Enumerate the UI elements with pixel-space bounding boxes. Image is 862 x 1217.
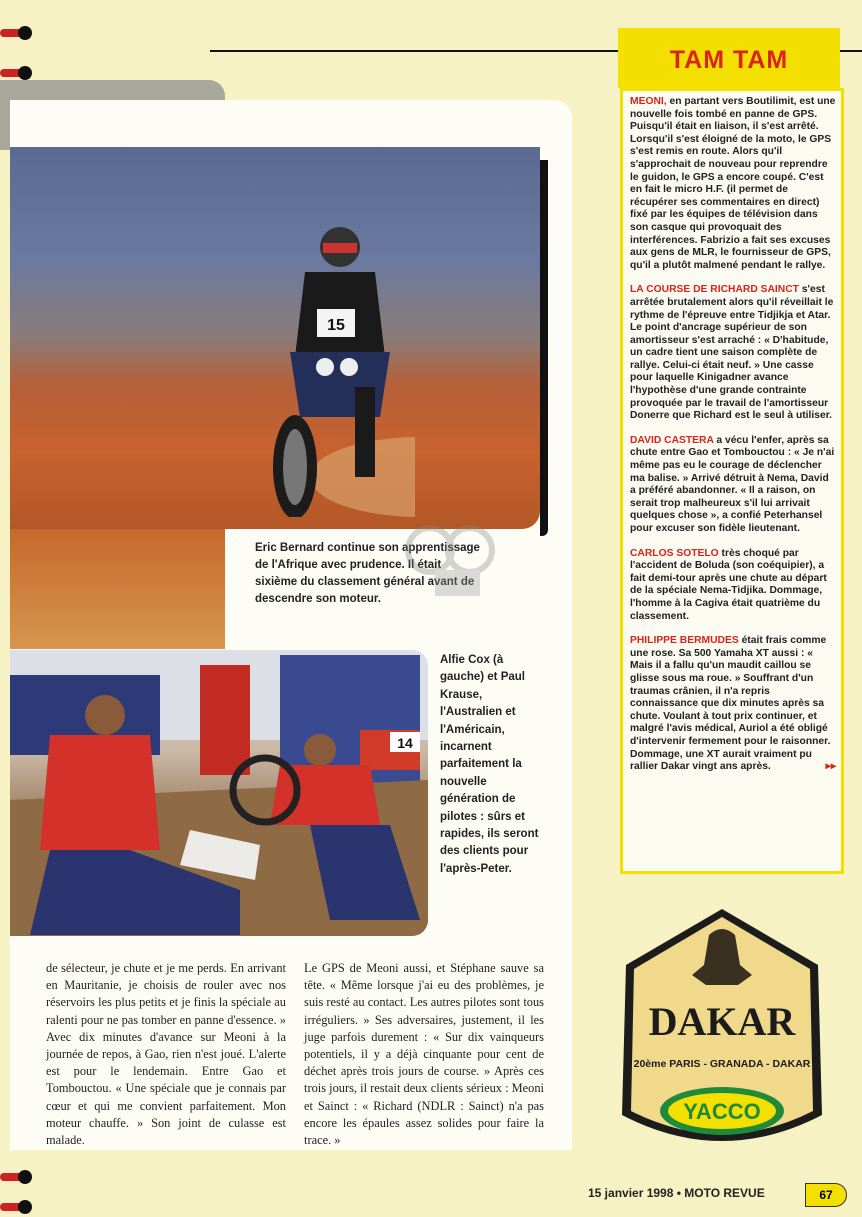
tam-entry-text: était frais comme une rose. Sa 500 Yamaha XT aussi : « Mais il a fallu qu'un maudit caillou se glisse sous ma roue. » Souffrant d'un traumas crânien, il n'a repris connaissance que dix minutes après sa chute. Voulant à tout prix continuer, et malgré l'avis médical, Auriol a été obligé d'intervenir fermement pour le raisonner. Dommage, une XT aurait vraiment pu rallier Dakar vingt ans après.	[630, 635, 831, 773]
tam-entry	[630, 284, 836, 423]
continue-arrow-icon: ▸▸	[825, 761, 836, 773]
race-number: 15	[327, 317, 345, 334]
riders-resting-illustration	[10, 650, 428, 936]
tam-entry	[630, 96, 836, 272]
watermark-logo-icon	[400, 520, 510, 600]
tam-entry-name: PHILIPPE BERMUDES	[630, 635, 739, 647]
binder-ring-icon	[0, 66, 36, 82]
dakar-edition: 20ème PARIS - GRANADA - DAKAR	[633, 1058, 811, 1070]
tam-entry	[630, 635, 836, 774]
tam-entry-name: MEONI,	[630, 96, 667, 107]
caption-eric-bernard: Eric Bernard continue son apprentissage de l'Afrique avec prudence. Il était sixième du classement général avant de descendre son moteur.	[255, 542, 480, 605]
binder-ring-icon	[0, 1170, 36, 1186]
tam-tam-header	[618, 28, 840, 88]
caption-cox-krause: Alfie Cox (à gauche) et Paul Krause, l'Australien et l'Américain, incarnent parfaitement la nouvelle génération de pilotes : sûrs et rapides, ils seront des clients pour l'après-Peter.	[440, 654, 539, 875]
dakar-logo	[614, 905, 830, 1167]
body-column-right: Le GPS de Meoni aussi, et Stéphane sauve sa tête. « Même lorsque j'ai eu des problèmes, je suis resté au contact. Les autres pilotes sont tous irréguliers. » Ses adversaires, justement, il les juge parfois durement : « Sur dix vainqueurs potentiels, il y a déjà cinquante pour cent de déchet après trois jours de course. » Après ces trois jours, il restait deux clients sérieux : Meoni et Sainct : « Richard (NDLR : Sainct) n'a pas encore les épaules assez solides pour faire la trace. »	[304, 961, 544, 1148]
tam-entry-text: très choqué par l'accident de Boluda (son coéquipier), a fait demi-tour après une chute au départ de la spéciale Nema-Tidjika. Dommage, l'homme à la Cagiva était quatrième du classement.	[630, 547, 827, 622]
yacco-sponsor: YACCO	[683, 1099, 761, 1124]
tam-entry	[630, 548, 836, 624]
tam-tam-content	[630, 96, 836, 786]
body-column-left: de sélecteur, je chute et je me perds. En arrivant en Mauritanie, je choisis de rouler avec nos réservoirs les plus petits et je finis la spéciale au ralenti pour ne pas tomber en panne d'essence. » Avec dix minutes d'avance sur Meoni à la journée de repos, à Gao, rien n'est joué. L'alerte est pour le lendemain. Entre Gao et Tombouctou. « Une spéciale que je connais par cœur et qui me convient parfaitement. Mon moteur chauffe. » Son joint de culasse est malade.	[46, 961, 286, 1148]
tam-entry-text: s'est arrêtée brutalement alors qu'il réveillait le rythme de l'épreuve entre Tidjikja et Atar. Le point d'ancrage supérieur de son amortisseur s'est arraché : « D'habitude, un cadre tient une saison complète de rallye. Celui-ci était neuf. » Une casse pour laquelle Kinigadner avance l'hypothèse d'une grande contrainte provoquée par le travail de l'amortisseur Donerre que Richard est le seul à utiliser.	[630, 284, 834, 422]
tam-entry-name: LA COURSE DE RICHARD SAINCT	[630, 284, 799, 296]
photo-cox-krause	[10, 650, 428, 936]
tam-tam-title: TAM TAM	[669, 46, 789, 74]
photo-desert-extension	[10, 529, 225, 649]
photo-rider-desert	[10, 147, 540, 529]
tam-entry-name: CARLOS SOTELO	[630, 547, 719, 559]
binder-ring-icon	[0, 1200, 36, 1216]
page-number: 67	[805, 1183, 847, 1207]
dakar-wordmark: DAKAR	[648, 999, 796, 1044]
bike-number: 14	[397, 735, 413, 751]
motorcycle-rider-illustration	[265, 217, 415, 517]
tam-entry-text: en partant vers Boutilimit, est une nouvelle fois tombé en panne de GPS. Puisqu'il était en liaison, il s'est arrêté. Lorsqu'il s'est éloigné de la moto, le GPS s'est remis en route. Alors qu'il s'approchait de nouveau pour reprendre le guidon, le GPS a encore coupé. C'est en fait le micro H.F. (il permet de récupérer ses commentaires en direct) fixé par les équipes de télévision dans son casque qui provoquait des interférences. Fabrizio a fait ses excuses aux gens de MLR, le fournisseur de GPS, qu'il a plutôt malmené pendant le rallye.	[630, 96, 836, 271]
tam-entry-name: DAVID CASTERA	[630, 434, 714, 446]
tam-entry-text: a vécu l'enfer, après sa chute entre Gao et Tombouctou : « Je n'ai même pas eu le courage de déclencher ma balise. » Arrivé détruit à Nema, David a préféré abandonner. « Il a raison, on serait trop malheureux s'il lui arrivait quelques chose », a confié Peterhansel pour excuser son fidèle lieutenant.	[630, 434, 835, 534]
binder-ring-icon	[0, 26, 36, 42]
footer-date-magazine: 15 janvier 1998 • MOTO REVUE	[588, 1186, 765, 1200]
photo-shadow	[540, 160, 548, 536]
tam-entry	[630, 435, 836, 536]
